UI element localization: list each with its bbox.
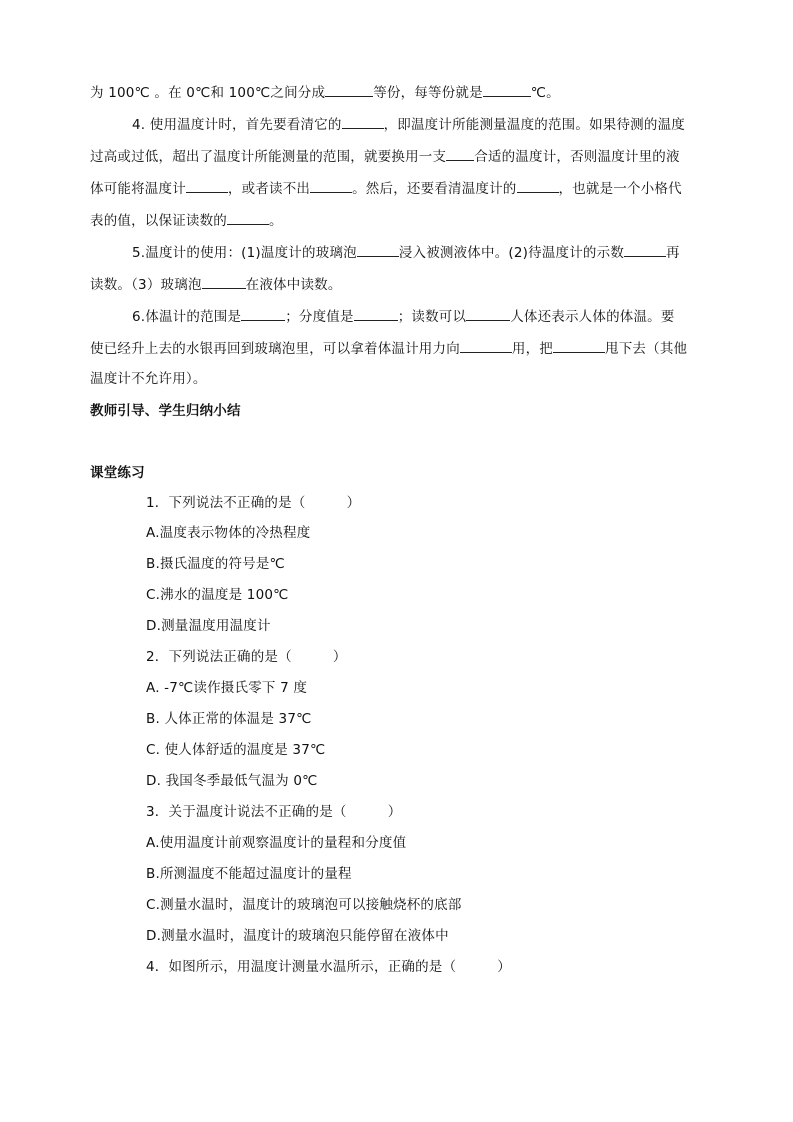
fill-blank [202, 274, 246, 289]
question-3-option-a: A.使用温度计前观察温度计的量程和分度值 [146, 835, 407, 851]
fill-blank [446, 146, 474, 161]
p4-line-1: 4. 使用温度计时，首先要看清它的 ，即温度计所能测量温度的范围。如果待测的温度 [132, 114, 685, 134]
p6-line-3: 温度计不允许用）。 [90, 371, 207, 387]
fill-blank [325, 82, 373, 97]
p5-line-2: 读数。（3）玻璃泡 在液体中读数。 [90, 274, 342, 294]
fill-blank [460, 338, 512, 353]
question-2-option-c: C. 使人体舒适的温度是 37℃ [146, 742, 326, 758]
question-3-option-c: C.测量水温时，温度计的玻璃泡可以接触烧杯的底部 [146, 897, 462, 913]
fill-blank [357, 242, 399, 257]
heading-summary: 教师引导、学生归纳小结 [90, 403, 241, 419]
question-1-option-d: D.测量温度用温度计 [146, 618, 271, 634]
question-1-option-b: B.摄氏温度的符号是℃ [146, 556, 285, 572]
fill-blank [310, 178, 352, 193]
p4-line-4: 表的值，以保证读数的 。 [90, 210, 283, 230]
question-2-option-a: A. -7℃读作摄氏零下 7 度 [146, 680, 308, 696]
p3-line-1: 为 100℃ 。在 0℃和 100℃之间分成 等份，每等份就是 ℃。 [90, 82, 560, 102]
question-3-stem: 3．关于温度计说法不正确的是（ ） [146, 804, 402, 820]
fill-blank [342, 114, 384, 129]
fill-blank [624, 242, 666, 257]
question-2-stem: 2．下列说法正确的是（ ） [146, 649, 347, 665]
fill-blank [483, 82, 531, 97]
fill-blank [354, 306, 398, 321]
fill-blank [553, 338, 605, 353]
heading-practice: 课堂练习 [90, 465, 145, 481]
p5-line-1: 5.温度计的使用：(1)温度计的玻璃泡 浸入被测液体中。(2)待温度计的示数 再 [132, 242, 680, 262]
p6-line-2: 使已经升上去的水银再回到玻璃泡里，可以拿着体温计用力向 用，把 甩下去（其他 [90, 338, 687, 358]
fill-blank [241, 306, 285, 321]
fill-blank [466, 306, 510, 321]
question-2-option-d: D. 我国冬季最低气温为 0℃ [146, 773, 318, 789]
question-1-stem: 1．下列说法不正确的是（ ） [146, 495, 361, 511]
question-2-option-b: B. 人体正常的体温是 37℃ [146, 711, 312, 727]
question-4-stem: 4．如图所示，用温度计测量水温所示，正确的是（ ） [146, 959, 511, 975]
p6-line-1: 6.体温计的范围是 ；分度值是 ；读数可以 人体还表示人体的体温。要 [132, 306, 675, 326]
question-1-option-c: C.沸水的温度是 100℃ [146, 587, 289, 603]
question-3-option-d: D.测量水温时，温度计的玻璃泡只能停留在液体中 [146, 928, 449, 944]
p4-line-2: 过高或过低，超出了温度计所能测量的范围，就要换用一支 合适的温度计，否则温度计里的液 [90, 146, 680, 166]
question-1-option-a: A.温度表示物体的冷热程度 [146, 525, 311, 541]
fill-blank [186, 178, 228, 193]
p4-line-3: 体可能将温度计 ，或者读不出 。然后，还要看清温度计的 ，也就是一个小格代 [90, 178, 682, 198]
question-3-option-b: B.所测温度不能超过温度计的量程 [146, 866, 352, 882]
fill-blank [227, 210, 269, 225]
fill-blank [517, 178, 559, 193]
